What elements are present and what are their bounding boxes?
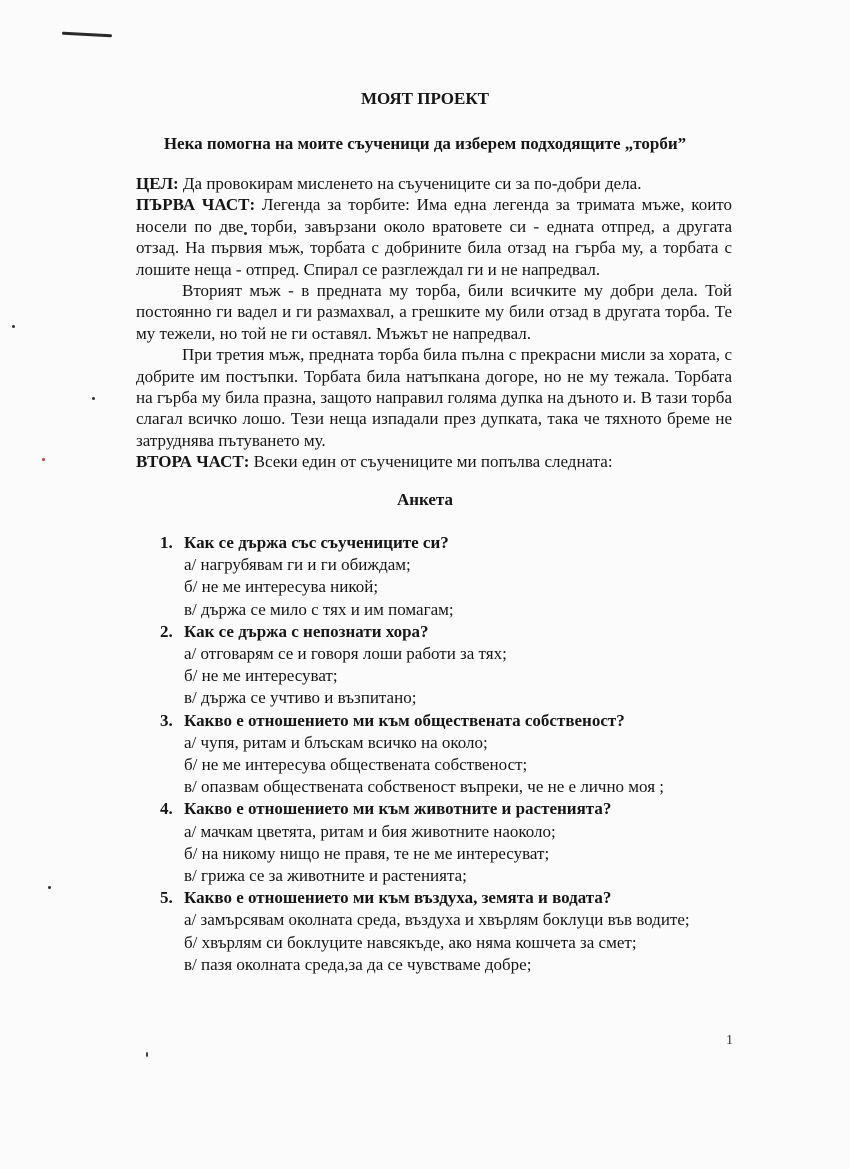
- document-title: МОЯТ ПРОЕКТ: [360, 89, 490, 108]
- question-heading: [160, 621, 734, 643]
- survey-question-5: [160, 887, 734, 976]
- answer-option: б/ хвърлям си боклуците навсякъде, ако няма кошчета за смет;: [184, 932, 637, 952]
- answer-option: а/ чупя, ритам и блъскам всичко на около;: [184, 732, 488, 752]
- part-two-line: [136, 451, 732, 472]
- goal-line: [136, 173, 732, 194]
- document-subtitle: Нека помогна на моите съученици да изберем подходящите „торби”: [163, 134, 687, 153]
- part-two-text: Всеки един от съучениците ми попълва следната:: [249, 452, 613, 472]
- survey-list: [160, 532, 734, 976]
- question-number: 2.: [160, 621, 173, 641]
- scan-speck: [42, 458, 45, 461]
- question-text: Как се държа със съучениците си?: [184, 533, 449, 552]
- scan-artifact-mark: [62, 32, 112, 38]
- question-text: Какво е отношението ми към обществената собственост?: [184, 710, 625, 730]
- question-heading: [160, 798, 734, 820]
- survey-question-3: [160, 710, 734, 799]
- scan-speck: [48, 886, 51, 889]
- question-number: 3.: [160, 710, 173, 730]
- question-text: Какво е отношението ми към въздуха, земята и водата?: [184, 888, 612, 908]
- answer-option: в/ държа се мило с тях и им помагам;: [184, 599, 454, 619]
- answer-option: в/ държа се учтиво и възпитано;: [184, 688, 417, 708]
- question-heading: [160, 710, 734, 732]
- answer-option: в/ грижа се за животните и растенията;: [184, 866, 467, 886]
- survey-question-4: [160, 798, 734, 887]
- scan-speck: [12, 325, 15, 328]
- question-heading: [160, 887, 734, 909]
- question-text: Как се държа с непознати хора?: [184, 621, 429, 641]
- answer-option: б/ не ме интересува обществената собственост;: [184, 755, 528, 775]
- survey-title: Анкета: [396, 490, 454, 509]
- goal-label: ЦЕЛ:: [136, 174, 179, 193]
- question-number: 5.: [160, 888, 173, 908]
- project-body: [136, 173, 732, 473]
- part-one-paragraph-3: При третия мъж, предната торба била пълна с прекрасни мисли за хората, с добрите им постъпки. Торбата била натъпкана догоре, но не му тежала. Торбата на гърба му била празна, защото направил голяма дупка на дъното и. В тази торба слагал всичко лошо. Тези неща изпадали през дупката, така че тяхното бреме не затруднява пътуването му.: [136, 345, 732, 450]
- question-number: 1.: [160, 533, 173, 552]
- question-number: 4.: [160, 799, 173, 819]
- survey-question-1: [160, 532, 734, 621]
- part-one-paragraph-2: Вторият мъж - в предната му торба, били всичките му добри дела. Той постоянно ги вадел и ги размахвал, а грешките му били отзад в другата торба. Те му тежели, но той не ги оставял. Мъжът не напредвал.: [136, 281, 732, 343]
- answer-option: а/ нагрубявам ги и ги обиждам;: [184, 555, 411, 575]
- part-one-paragraph: [136, 194, 732, 280]
- part-one-text: Легенда за торбите: Има една легенда за тримата мъже, които носели по две торби, завързани около вратовете си - едната отпред, а другата отзад. На първия мъж, торбата с добрините била отзад на гърба му, а торбата с лошите неща - отпред. Спирал се разглеждал ги и не напредвал.: [136, 195, 733, 279]
- scan-speck: [92, 397, 95, 400]
- answer-option: а/ отговарям се и говоря лоши работи за тях;: [184, 644, 507, 664]
- answer-option: а/ замърсявам околната среда, въздуха и хвърлям боклуци във водите;: [184, 910, 690, 930]
- page-number: 1: [726, 1033, 733, 1048]
- answer-option: а/ мачкам цветята, ритам и бия животните наоколо;: [184, 821, 556, 841]
- part-one-label: ПЪРВА ЧАСТ:: [136, 195, 256, 215]
- question-text: Какво е отношението ми към животните и растенията?: [184, 799, 612, 819]
- part-two-label: ВТОРА ЧАСТ:: [136, 452, 250, 472]
- answer-option: б/ не ме интересуват;: [184, 666, 338, 686]
- scan-speck: [146, 1052, 148, 1057]
- goal-text: Да провокирам мисленето на съучениците си за по-добри дела.: [178, 174, 642, 193]
- survey-question-2: [160, 621, 734, 710]
- answer-option: в/ пазя околната среда,за да се чувстваме добре;: [184, 954, 532, 974]
- answer-option: б/ не ме интересува никой;: [184, 577, 379, 597]
- answer-option: б/ на никому нищо не правя, те не ме интересуват;: [184, 843, 550, 863]
- answer-option: в/ опазвам обществената собственост въпреки, че не е лично моя ;: [184, 777, 665, 797]
- question-heading: [160, 532, 734, 554]
